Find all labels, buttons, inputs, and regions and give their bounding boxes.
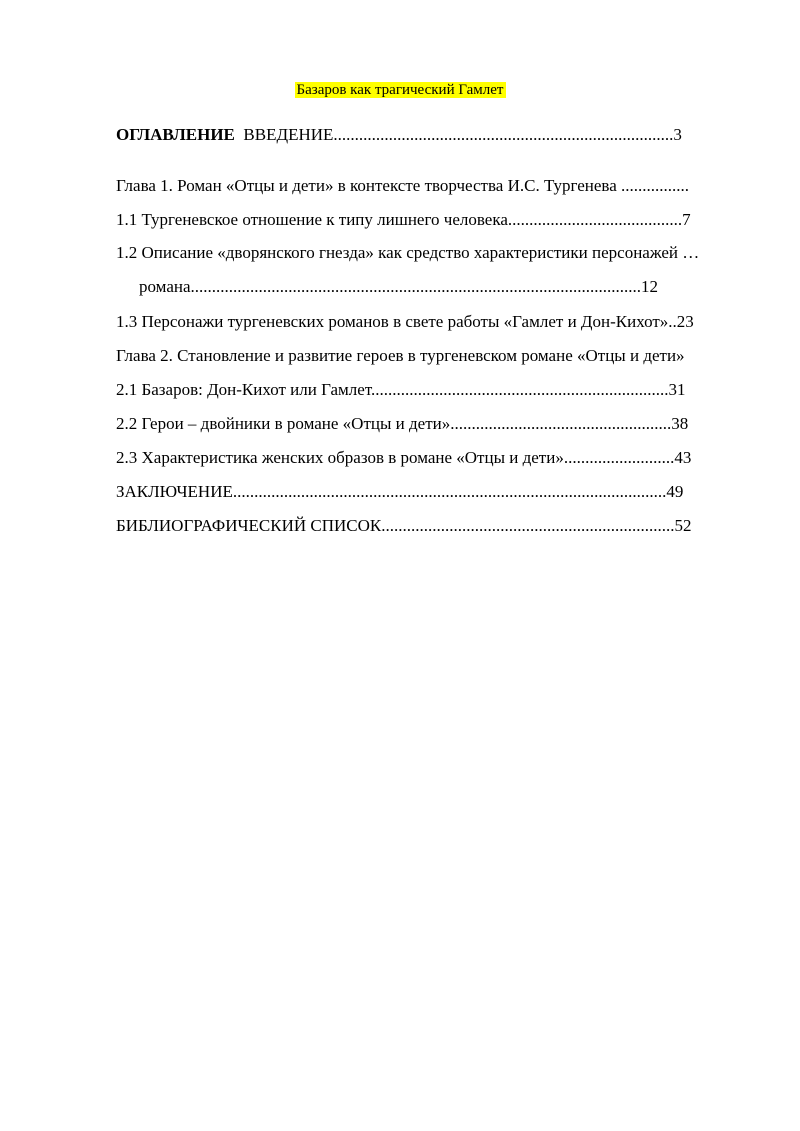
toc-page-number: 43 xyxy=(674,448,692,467)
toc-heading: ОГЛАВЛЕНИЕ xyxy=(116,125,235,144)
toc-page-number: 12 xyxy=(641,277,659,296)
toc-entry-bibliography[interactable] xyxy=(116,515,692,537)
toc-leader-dots: … xyxy=(678,243,700,262)
toc-entry-text: ЗАКЛЮЧЕНИЕ xyxy=(116,482,233,501)
document-title: Базаров как трагический Гамлет xyxy=(296,82,504,98)
toc-leader-dots: ...................................................................... xyxy=(370,380,669,399)
toc-entry-chapter-2[interactable] xyxy=(116,345,685,367)
toc-entry-text: Глава 1. Роман «Отцы и дети» в контексте творчества И.С. Тургенева xyxy=(116,176,617,195)
toc-page-number: 31 xyxy=(668,380,686,399)
toc-leader-dots: .......................... xyxy=(563,448,675,467)
toc-leader-dots: ..................................................................... xyxy=(381,516,675,535)
toc-page-number: 3 xyxy=(673,125,682,144)
toc-leader-dots: .......................................................................................................... xyxy=(190,277,642,296)
toc-page-number: 7 xyxy=(682,210,691,229)
toc-entry-chapter-1[interactable] xyxy=(116,175,689,197)
toc-page-number: 23 xyxy=(676,312,694,331)
toc-entry-2-1[interactable] xyxy=(116,379,685,401)
toc-entry-2-2[interactable] xyxy=(116,413,688,435)
toc-entry-text: 2.3 Характеристика женских образов в романе «Отцы и дети» xyxy=(116,448,564,467)
toc-entry-text: 1.2 Описание «дворянского гнезда» как средство характеристики персонажей xyxy=(116,243,679,262)
toc-leader-dots: .. xyxy=(668,312,677,331)
toc-entry-text: 2.1 Базаров: Дон-Кихот или Гамлет xyxy=(116,380,371,399)
toc-leader-dots: .................................................... xyxy=(450,414,672,433)
toc-entry-text: романа xyxy=(139,277,191,296)
toc-page-number: 52 xyxy=(674,516,692,535)
toc-leader-dots: ................................................................................ xyxy=(333,125,674,144)
toc-entry-1-2[interactable] xyxy=(116,242,699,264)
document-title-row xyxy=(0,80,800,100)
toc-entry-introduction[interactable] xyxy=(116,124,682,146)
toc-entry-text: 2.2 Герои – двойники в романе «Отцы и дети» xyxy=(116,414,451,433)
toc-page-number: 49 xyxy=(666,482,684,501)
toc-leader-dots: ................ xyxy=(616,176,690,195)
toc-entry-text: 1.3 Персонажи тургеневских романов в свете работы «Гамлет и Дон-Кихот» xyxy=(116,312,669,331)
toc-entry-text: ВВЕДЕНИЕ xyxy=(243,125,334,144)
toc-entry-text: БИБЛИОГРАФИЧЕСКИЙ СПИСОК xyxy=(116,516,382,535)
toc-entry-2-3[interactable] xyxy=(116,447,691,469)
toc-leader-dots: ...................................................................................................... xyxy=(232,482,667,501)
toc-entry-conclusion[interactable] xyxy=(116,481,683,503)
toc-entry-1-2-continued[interactable] xyxy=(139,276,658,298)
toc-entry-1-3[interactable] xyxy=(116,311,694,333)
toc-entry-text: Глава 2. Становление и развитие героев в тургеневском романе «Отцы и дети» xyxy=(116,346,685,365)
toc-leader-dots: ......................................... xyxy=(507,210,683,229)
toc-entry-1-1[interactable] xyxy=(116,209,691,231)
toc-page-number: 38 xyxy=(671,414,689,433)
toc-entry-text: 1.1 Тургеневское отношение к типу лишнего человека xyxy=(116,210,508,229)
